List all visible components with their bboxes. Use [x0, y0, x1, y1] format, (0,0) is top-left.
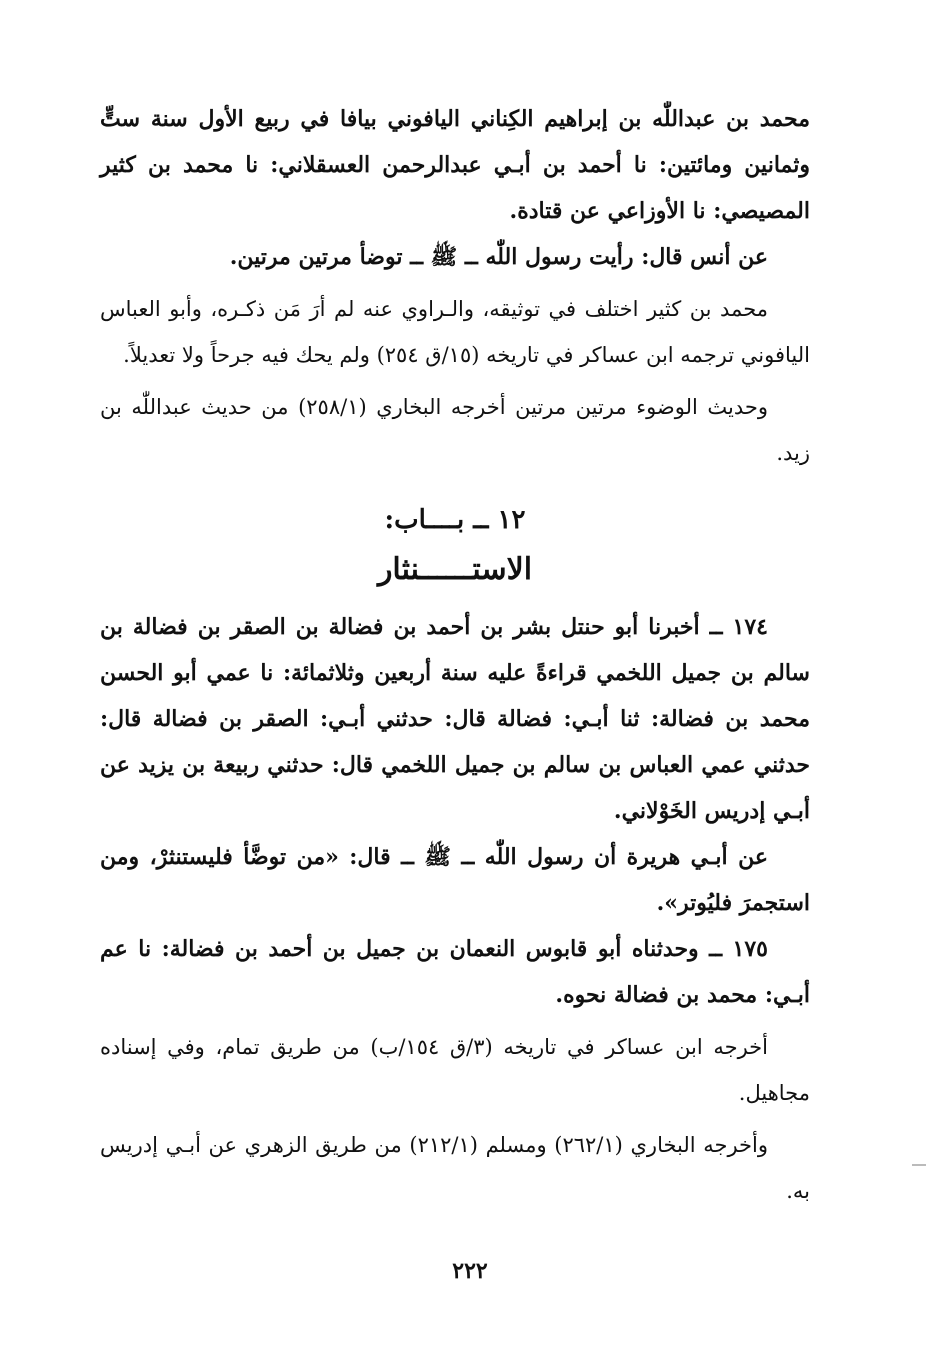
commentary-paragraph-1: محمد بن كثير اختلف في توثيقه، والـراوي عنه لم أرَ مَن ذكـره، وأبو العباس اليافوني ترجمه ابن عساكر في تاريخه (١٥/ق ٢٥٤) ولم يحك فيه جرحاً ولا تعديلاً. — [100, 297, 810, 367]
hadith-text-173: عن أنس قال: رأيت رسول اللّٰه ــ ﷺ ــ توضأ مرتين مرتين. — [229, 244, 768, 270]
chapter-title: الاستــــــنثار — [377, 552, 533, 587]
isnad-paragraph-174: ١٧٤ ــ أخبرنا أبو حنتل بشر بن أحمد بن فضالة بن الصقر بن فضالة بن سالم بن جميل اللخمي قراءةً عليه سنة أربعين وثلاثمائة: نا عمي أبو الحسن محمد بن فضالة: ثنا أبـي: فضالة قال: حدثني أبـي: الصقر بن فضالة قال: حدثني عمي العباس بن سالم بن جميل اللخمي قال: حدثني ربيعة بن يزيد عن أبـي إدريس الخَوْلاني. — [100, 614, 810, 824]
page-number: ٢٢٢ — [452, 1258, 488, 1284]
chapter-number: ١٢ ــ بــــاب: — [384, 505, 526, 535]
book-page — [100, 96, 810, 1214]
commentary-paragraph-3: أخرجه ابن عساكر في تاريخه (٣/ق ١٥٤/ب) من طريق تمام، وفي إسناده مجاهيل. — [100, 1035, 810, 1105]
margin-mark — [912, 1164, 926, 1166]
commentary-paragraph-2: وحديث الوضوء مرتين مرتين أخرجه البخاري (٢٥٨/١) من حديث عبداللّٰه بن زيد. — [100, 395, 810, 465]
hadith-text-174: عن أبـي هريرة أن رسول اللّٰه ــ ﷺ ــ قال: «من توضَّأ فليستنثرْ، ومن استجمرَ فليُوتر». — [100, 844, 810, 916]
isnad-paragraph-175: ١٧٥ ــ وحدثناه أبو قابوس النعمان بن جميل بن أحمد بن فضالة: نا عم أبـي: محمد بن فضالة نحوه. — [100, 936, 810, 1008]
isnad-paragraph-1: محمد بن عبداللّٰه بن إبراهيم الكِناني اليافوني بيافا في ربيع الأول سنة ستٍّ وثمانين ومائتين: نا أحمد بن أبـي عبدالرحمن العسقلاني: نا محمد بن كثير المصيصي: نا الأوزاعي عن قتادة. — [100, 106, 810, 224]
commentary-paragraph-4: وأخرجه البخاري (٢٦٢/١) ومسلم (٢١٢/١) من طريق الزهري عن أبـي إدريس به. — [100, 1133, 810, 1203]
